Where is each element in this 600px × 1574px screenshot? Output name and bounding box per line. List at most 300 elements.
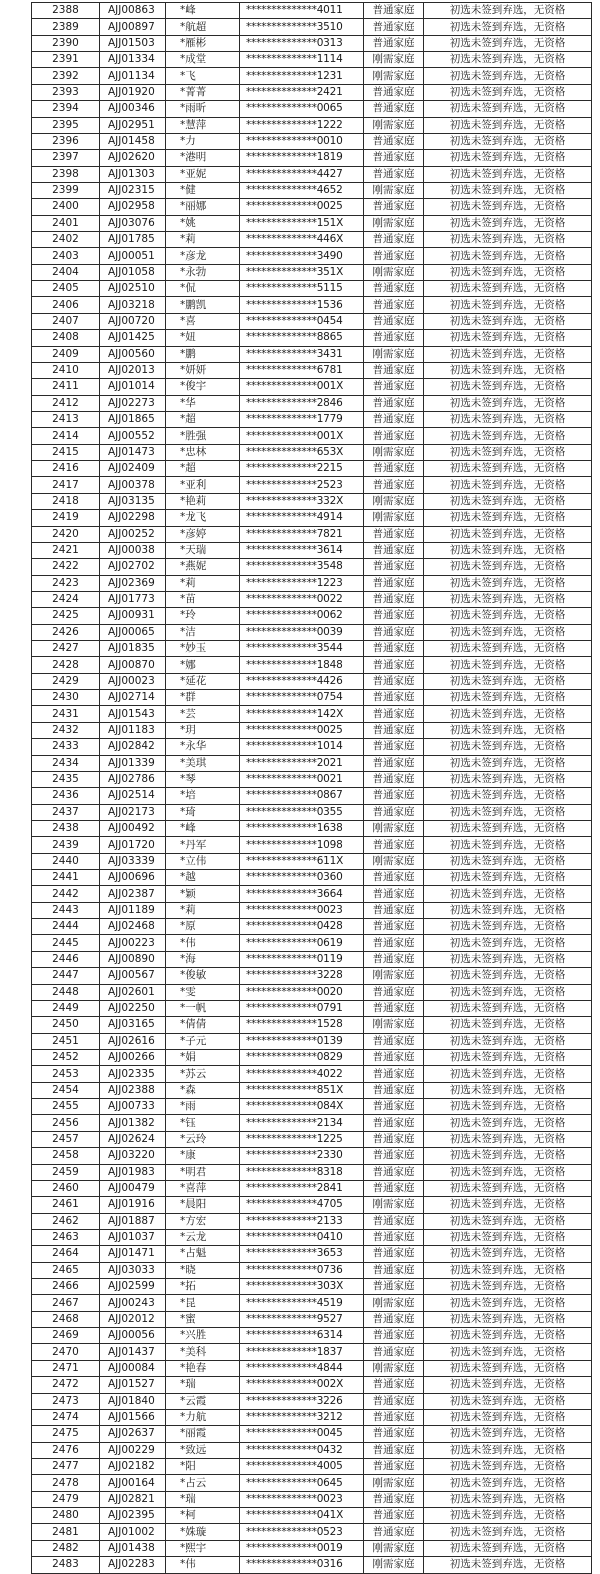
status-cell: 初选未签到弃选，无资格 [424, 101, 592, 117]
seq-number-cell: 2389 [32, 19, 100, 35]
household-type-cell: 普通家庭 [364, 1050, 424, 1066]
application-id-cell: AJJ02409 [100, 461, 166, 477]
id-card-cell: **************4652 [240, 182, 364, 198]
application-id-cell: AJJ03135 [100, 493, 166, 509]
seq-number-cell: 2418 [32, 493, 100, 509]
household-type-cell: 普通家庭 [364, 133, 424, 149]
application-id-cell: AJJ01134 [100, 68, 166, 84]
table-row [32, 1115, 592, 1131]
status-cell: 初选未签到弃选，无资格 [424, 1524, 592, 1540]
household-type-cell: 普通家庭 [364, 1246, 424, 1262]
id-card-cell: **************0021 [240, 771, 364, 787]
status-cell: 初选未签到弃选，无资格 [424, 820, 592, 836]
table-row [32, 624, 592, 640]
applicant-name-cell: *致远 [166, 1442, 240, 1458]
seq-number-cell: 2408 [32, 330, 100, 346]
status-cell: 初选未签到弃选，无资格 [424, 264, 592, 280]
seq-number-cell: 2425 [32, 608, 100, 624]
applicant-name-cell: *越 [166, 870, 240, 886]
id-card-cell: **************0355 [240, 804, 364, 820]
applicant-name-cell: *伟 [166, 935, 240, 951]
status-cell: 初选未签到弃选，无资格 [424, 542, 592, 558]
seq-number-cell: 2473 [32, 1393, 100, 1409]
applicant-name-cell: *占魁 [166, 1246, 240, 1262]
applicant-name-cell: *侃 [166, 281, 240, 297]
applicant-name-cell: *琴 [166, 771, 240, 787]
table-row [32, 1246, 592, 1262]
table-row [32, 1180, 592, 1196]
application-id-cell: AJJ00164 [100, 1475, 166, 1491]
seq-number-cell: 2479 [32, 1491, 100, 1507]
status-cell: 初选未签到弃选，无资格 [424, 281, 592, 297]
table-row [32, 35, 592, 51]
table-row [32, 1050, 592, 1066]
id-card-cell: **************4519 [240, 1295, 364, 1311]
household-type-cell: 普通家庭 [364, 1082, 424, 1098]
applicant-name-cell: *瑞 [166, 1377, 240, 1393]
id-card-cell: **************0025 [240, 199, 364, 215]
seq-number-cell: 2441 [32, 870, 100, 886]
table-row [32, 461, 592, 477]
status-cell: 初选未签到弃选，无资格 [424, 771, 592, 787]
seq-number-cell: 2450 [32, 1017, 100, 1033]
table-row [32, 804, 592, 820]
applicant-name-cell: *永勃 [166, 264, 240, 280]
id-card-cell: **************0023 [240, 902, 364, 918]
applicant-name-cell: *俊宇 [166, 379, 240, 395]
id-card-cell: **************4705 [240, 1197, 364, 1213]
seq-number-cell: 2468 [32, 1311, 100, 1327]
household-type-cell: 刚需家庭 [364, 1540, 424, 1556]
id-card-cell: **************0454 [240, 313, 364, 329]
table-row [32, 559, 592, 575]
status-cell: 初选未签到弃选，无资格 [424, 1017, 592, 1033]
table-row [32, 1131, 592, 1147]
application-id-cell: AJJ01438 [100, 1540, 166, 1556]
id-card-cell: **************0022 [240, 591, 364, 607]
seq-number-cell: 2403 [32, 248, 100, 264]
applicant-name-cell: *亚妮 [166, 166, 240, 182]
status-cell: 初选未签到弃选，无资格 [424, 1295, 592, 1311]
table-row [32, 52, 592, 68]
household-type-cell: 普通家庭 [364, 902, 424, 918]
status-cell: 初选未签到弃选，无资格 [424, 199, 592, 215]
id-card-cell: **************4005 [240, 1458, 364, 1474]
applicant-name-cell: *成堂 [166, 52, 240, 68]
table-row [32, 1229, 592, 1245]
table-row [32, 1393, 592, 1409]
application-id-cell: AJJ02714 [100, 690, 166, 706]
applicant-name-cell: *熙宇 [166, 1540, 240, 1556]
id-card-cell: **************001X [240, 428, 364, 444]
household-type-cell: 普通家庭 [364, 1099, 424, 1115]
status-cell: 初选未签到弃选，无资格 [424, 739, 592, 755]
table-row [32, 1540, 592, 1556]
table-row [32, 886, 592, 902]
application-id-cell: AJJ01189 [100, 902, 166, 918]
seq-number-cell: 2412 [32, 395, 100, 411]
household-type-cell: 普通家庭 [364, 411, 424, 427]
table-row [32, 1344, 592, 1360]
id-card-cell: **************4022 [240, 1066, 364, 1082]
household-type-cell: 普通家庭 [364, 166, 424, 182]
seq-number-cell: 2474 [32, 1409, 100, 1425]
seq-number-cell: 2413 [32, 411, 100, 427]
table-row [32, 1442, 592, 1458]
id-card-cell: **************0065 [240, 101, 364, 117]
table-row [32, 297, 592, 313]
applicant-name-cell: *晓 [166, 1262, 240, 1278]
seq-number-cell: 2415 [32, 444, 100, 460]
table-row [32, 690, 592, 706]
household-type-cell: 刚需家庭 [364, 820, 424, 836]
application-id-cell: AJJ00223 [100, 935, 166, 951]
application-id-cell: AJJ00084 [100, 1360, 166, 1376]
status-cell: 初选未签到弃选，无资格 [424, 68, 592, 84]
table-row [32, 346, 592, 362]
household-type-cell: 普通家庭 [364, 1279, 424, 1295]
id-card-cell: **************0829 [240, 1050, 364, 1066]
household-type-cell: 普通家庭 [364, 395, 424, 411]
status-cell: 初选未签到弃选，无资格 [424, 591, 592, 607]
id-card-cell: **************4426 [240, 673, 364, 689]
id-card-cell: **************1014 [240, 739, 364, 755]
id-card-cell: **************4011 [240, 3, 364, 19]
table-row [32, 19, 592, 35]
seq-number-cell: 2452 [32, 1050, 100, 1066]
table-row [32, 951, 592, 967]
application-id-cell: AJJ02315 [100, 182, 166, 198]
household-type-cell: 普通家庭 [364, 1066, 424, 1082]
table-row [32, 182, 592, 198]
household-type-cell: 普通家庭 [364, 297, 424, 313]
seq-number-cell: 2402 [32, 232, 100, 248]
applicant-name-cell: *超 [166, 461, 240, 477]
table-row [32, 264, 592, 280]
table-row [32, 1426, 592, 1442]
table-row [32, 771, 592, 787]
id-card-cell: **************1779 [240, 411, 364, 427]
seq-number-cell: 2439 [32, 837, 100, 853]
applicant-name-cell: *倩倩 [166, 1017, 240, 1033]
household-type-cell: 普通家庭 [364, 1148, 424, 1164]
id-card-cell: **************0023 [240, 1491, 364, 1507]
status-cell: 初选未签到弃选，无资格 [424, 1180, 592, 1196]
seq-number-cell: 2405 [32, 281, 100, 297]
seq-number-cell: 2482 [32, 1540, 100, 1556]
table-row [32, 1000, 592, 1016]
status-cell: 初选未签到弃选，无资格 [424, 1050, 592, 1066]
application-id-cell: AJJ02012 [100, 1311, 166, 1327]
household-type-cell: 普通家庭 [364, 1115, 424, 1131]
id-card-cell: **************3490 [240, 248, 364, 264]
id-card-cell: **************351X [240, 264, 364, 280]
id-card-cell: **************4914 [240, 510, 364, 526]
applicant-name-cell: *超 [166, 411, 240, 427]
table-row [32, 608, 592, 624]
seq-number-cell: 2396 [32, 133, 100, 149]
id-card-cell: **************332X [240, 493, 364, 509]
applicant-name-cell: *丽娜 [166, 199, 240, 215]
id-card-cell: **************2841 [240, 1180, 364, 1196]
seq-number-cell: 2460 [32, 1180, 100, 1196]
applicant-name-cell: *莉 [166, 575, 240, 591]
table-row [32, 395, 592, 411]
applicant-name-cell: *永华 [166, 739, 240, 755]
household-type-cell: 普通家庭 [364, 379, 424, 395]
household-type-cell: 普通家庭 [364, 232, 424, 248]
id-card-cell: **************8318 [240, 1164, 364, 1180]
status-cell: 初选未签到弃选，无资格 [424, 510, 592, 526]
id-card-cell: **************0428 [240, 919, 364, 935]
status-cell: 初选未签到弃选，无资格 [424, 1148, 592, 1164]
household-type-cell: 普通家庭 [364, 526, 424, 542]
applicant-name-cell: *美科 [166, 1344, 240, 1360]
application-id-cell: AJJ00252 [100, 526, 166, 542]
applicant-name-cell: *喜萍 [166, 1180, 240, 1196]
id-card-cell: **************6314 [240, 1328, 364, 1344]
table-row [32, 1295, 592, 1311]
status-cell: 初选未签到弃选，无资格 [424, 1458, 592, 1474]
table-row [32, 968, 592, 984]
applicant-name-cell: *雨昕 [166, 101, 240, 117]
status-cell: 初选未签到弃选，无资格 [424, 902, 592, 918]
status-cell: 初选未签到弃选，无资格 [424, 1426, 592, 1442]
id-card-cell: **************1536 [240, 297, 364, 313]
applicant-name-cell: *莉 [166, 902, 240, 918]
id-card-cell: **************2330 [240, 1148, 364, 1164]
application-id-cell: AJJ01503 [100, 35, 166, 51]
table-row [32, 428, 592, 444]
household-type-cell: 刚需家庭 [364, 215, 424, 231]
status-cell: 初选未签到弃选，无资格 [424, 1213, 592, 1229]
status-cell: 初选未签到弃选，无资格 [424, 919, 592, 935]
application-id-cell: AJJ02298 [100, 510, 166, 526]
status-cell: 初选未签到弃选，无资格 [424, 624, 592, 640]
status-cell: 初选未签到弃选，无资格 [424, 1131, 592, 1147]
applicant-name-cell: *颖 [166, 886, 240, 902]
seq-number-cell: 2416 [32, 461, 100, 477]
household-type-cell: 刚需家庭 [364, 1197, 424, 1213]
table-row [32, 84, 592, 100]
household-type-cell: 刚需家庭 [364, 52, 424, 68]
seq-number-cell: 2453 [32, 1066, 100, 1082]
applicant-name-cell: *柯 [166, 1508, 240, 1524]
table-row [32, 1311, 592, 1327]
table-row [32, 313, 592, 329]
seq-number-cell: 2443 [32, 902, 100, 918]
application-id-cell: AJJ01334 [100, 52, 166, 68]
seq-number-cell: 2483 [32, 1557, 100, 1573]
household-type-cell: 普通家庭 [364, 84, 424, 100]
household-type-cell: 刚需家庭 [364, 182, 424, 198]
table-row [32, 739, 592, 755]
application-id-cell: AJJ02599 [100, 1279, 166, 1295]
seq-number-cell: 2397 [32, 150, 100, 166]
application-id-cell: AJJ00733 [100, 1099, 166, 1115]
status-cell: 初选未签到弃选，无资格 [424, 1279, 592, 1295]
status-cell: 初选未签到弃选，无资格 [424, 133, 592, 149]
status-cell: 初选未签到弃选，无资格 [424, 1360, 592, 1376]
table-row [32, 101, 592, 117]
id-card-cell: **************041X [240, 1508, 364, 1524]
id-card-cell: **************0062 [240, 608, 364, 624]
seq-number-cell: 2428 [32, 657, 100, 673]
status-cell: 初选未签到弃选，无资格 [424, 428, 592, 444]
household-type-cell: 普通家庭 [364, 1458, 424, 1474]
status-cell: 初选未签到弃选，无资格 [424, 248, 592, 264]
seq-number-cell: 2426 [32, 624, 100, 640]
status-cell: 初选未签到弃选，无资格 [424, 1099, 592, 1115]
id-card-cell: **************1225 [240, 1131, 364, 1147]
table-row [32, 902, 592, 918]
status-cell: 初选未签到弃选，无资格 [424, 330, 592, 346]
household-type-cell: 普通家庭 [364, 657, 424, 673]
seq-number-cell: 2417 [32, 477, 100, 493]
status-cell: 初选未签到弃选，无资格 [424, 493, 592, 509]
seq-number-cell: 2470 [32, 1344, 100, 1360]
application-id-cell: AJJ00897 [100, 19, 166, 35]
id-card-cell: **************1837 [240, 1344, 364, 1360]
household-type-cell: 普通家庭 [364, 608, 424, 624]
seq-number-cell: 2440 [32, 853, 100, 869]
id-card-cell: **************851X [240, 1082, 364, 1098]
seq-number-cell: 2445 [32, 935, 100, 951]
id-card-cell: **************2523 [240, 477, 364, 493]
application-id-cell: AJJ00552 [100, 428, 166, 444]
applicant-name-cell: *艳春 [166, 1360, 240, 1376]
seq-number-cell: 2435 [32, 771, 100, 787]
applicant-name-cell: *苗 [166, 591, 240, 607]
table-row [32, 1066, 592, 1082]
household-type-cell: 普通家庭 [364, 706, 424, 722]
id-card-cell: **************5115 [240, 281, 364, 297]
seq-number-cell: 2461 [32, 1197, 100, 1213]
id-card-cell: **************002X [240, 1377, 364, 1393]
seq-number-cell: 2395 [32, 117, 100, 133]
seq-number-cell: 2477 [32, 1458, 100, 1474]
applicant-name-cell: *拓 [166, 1279, 240, 1295]
household-type-cell: 普通家庭 [364, 624, 424, 640]
id-card-cell: **************8865 [240, 330, 364, 346]
seq-number-cell: 2388 [32, 3, 100, 19]
id-card-cell: **************3510 [240, 19, 364, 35]
household-type-cell: 普通家庭 [364, 951, 424, 967]
id-card-cell: **************3548 [240, 559, 364, 575]
applicant-name-cell: *雯 [166, 984, 240, 1000]
seq-number-cell: 2404 [32, 264, 100, 280]
seq-number-cell: 2455 [32, 1099, 100, 1115]
household-type-cell: 刚需家庭 [364, 1295, 424, 1311]
household-type-cell: 刚需家庭 [364, 1557, 424, 1573]
status-cell: 初选未签到弃选，无资格 [424, 1000, 592, 1016]
seq-number-cell: 2437 [32, 804, 100, 820]
applicant-name-cell: *峰 [166, 820, 240, 836]
table-row [32, 1099, 592, 1115]
id-card-cell: **************6781 [240, 362, 364, 378]
seq-number-cell: 2472 [32, 1377, 100, 1393]
household-type-cell: 普通家庭 [364, 1000, 424, 1016]
applicant-name-cell: *力航 [166, 1409, 240, 1425]
application-id-cell: AJJ02510 [100, 281, 166, 297]
application-id-cell: AJJ00479 [100, 1180, 166, 1196]
applicant-name-cell: *瑞 [166, 1491, 240, 1507]
application-id-cell: AJJ01382 [100, 1115, 166, 1131]
id-card-cell: **************3228 [240, 968, 364, 984]
status-cell: 初选未签到弃选，无资格 [424, 722, 592, 738]
applicant-name-cell: *彦龙 [166, 248, 240, 264]
household-type-cell: 普通家庭 [364, 886, 424, 902]
seq-number-cell: 2451 [32, 1033, 100, 1049]
seq-number-cell: 2442 [32, 886, 100, 902]
application-id-cell: AJJ03218 [100, 297, 166, 313]
status-cell: 初选未签到弃选，无资格 [424, 935, 592, 951]
table-row [32, 1164, 592, 1180]
table-row [32, 199, 592, 215]
applicant-name-cell: *群 [166, 690, 240, 706]
applicant-name-cell: *云玲 [166, 1131, 240, 1147]
id-card-cell: **************2846 [240, 395, 364, 411]
household-type-cell: 普通家庭 [364, 788, 424, 804]
table-row [32, 281, 592, 297]
id-card-cell: **************9527 [240, 1311, 364, 1327]
application-id-cell: AJJ01983 [100, 1164, 166, 1180]
id-card-cell: **************1222 [240, 117, 364, 133]
status-cell: 初选未签到弃选，无资格 [424, 1540, 592, 1556]
applicant-name-cell: *彦婷 [166, 526, 240, 542]
application-id-cell: AJJ03076 [100, 215, 166, 231]
applicant-name-cell: *艳莉 [166, 493, 240, 509]
status-cell: 初选未签到弃选，无资格 [424, 526, 592, 542]
seq-number-cell: 2465 [32, 1262, 100, 1278]
applicant-name-cell: *阳 [166, 1458, 240, 1474]
seq-number-cell: 2457 [32, 1131, 100, 1147]
applicant-name-cell: *一帆 [166, 1000, 240, 1016]
applicant-name-cell: *妙玉 [166, 641, 240, 657]
id-card-cell: **************3212 [240, 1409, 364, 1425]
id-card-cell: **************7821 [240, 526, 364, 542]
household-type-cell: 普通家庭 [364, 575, 424, 591]
household-type-cell: 刚需家庭 [364, 510, 424, 526]
table-row [32, 1360, 592, 1376]
table-row [32, 657, 592, 673]
household-type-cell: 普通家庭 [364, 461, 424, 477]
status-cell: 初选未签到弃选，无资格 [424, 461, 592, 477]
application-id-cell: AJJ02468 [100, 919, 166, 935]
application-id-cell: AJJ02335 [100, 1066, 166, 1082]
table-row [32, 706, 592, 722]
seq-number-cell: 2427 [32, 641, 100, 657]
table-row [32, 1524, 592, 1540]
id-card-cell: **************142X [240, 706, 364, 722]
applicant-name-cell: *森 [166, 1082, 240, 1098]
application-id-cell: AJJ00492 [100, 820, 166, 836]
application-id-cell: AJJ02616 [100, 1033, 166, 1049]
application-id-cell: AJJ02250 [100, 1000, 166, 1016]
household-type-cell: 普通家庭 [364, 150, 424, 166]
id-card-cell: **************0645 [240, 1475, 364, 1491]
applicant-name-cell: *玥 [166, 722, 240, 738]
seq-number-cell: 2414 [32, 428, 100, 444]
household-type-cell: 刚需家庭 [364, 1360, 424, 1376]
status-cell: 初选未签到弃选，无资格 [424, 641, 592, 657]
applicant-name-cell: *子元 [166, 1033, 240, 1049]
applicant-name-cell: *方宏 [166, 1213, 240, 1229]
application-id-cell: AJJ03165 [100, 1017, 166, 1033]
table-row [32, 837, 592, 853]
status-cell: 初选未签到弃选，无资格 [424, 395, 592, 411]
household-type-cell: 普通家庭 [364, 1344, 424, 1360]
